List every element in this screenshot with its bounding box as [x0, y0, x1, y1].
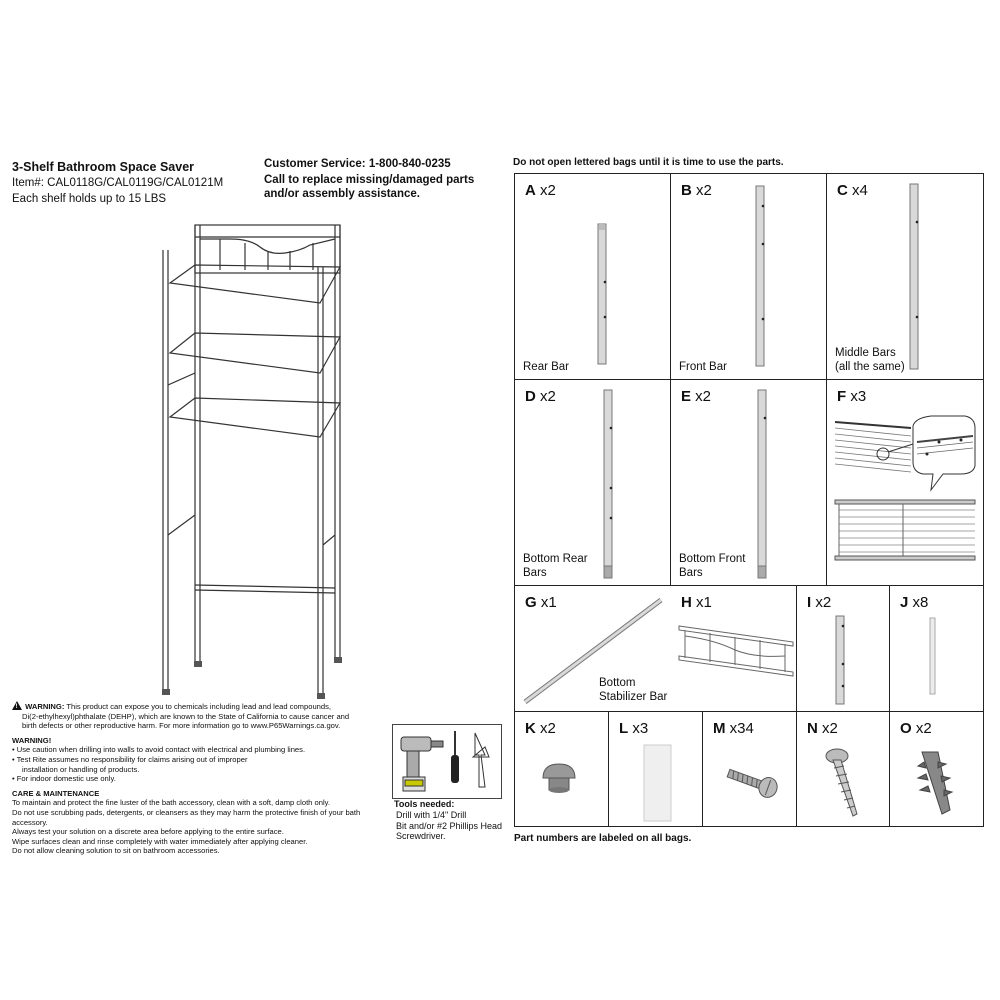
- part-letter: K: [525, 720, 536, 737]
- part-b-cell: [671, 174, 827, 380]
- part-qty: x2: [535, 388, 556, 405]
- part-b-label: [681, 182, 712, 199]
- care-line: Always test your solution on a discrete area before applying to the entire surface.: [12, 827, 284, 837]
- customer-service-note: Call to replace missing/damaged parts and/or assembly assistance.: [264, 174, 475, 200]
- part-caption: [523, 552, 588, 580]
- part-numbers-note: Part numbers are labeled on all bags.: [514, 833, 692, 844]
- part-letter: D: [525, 388, 536, 405]
- caption-line: Bars: [523, 567, 547, 579]
- assembled-shelf-illustration: [150, 205, 365, 700]
- caption-line: (all the same): [835, 361, 905, 373]
- part-j-cell: [890, 586, 983, 712]
- part-l-cell: [609, 712, 703, 826]
- part-letter: L: [619, 720, 629, 737]
- front-bar-icon: [753, 184, 767, 370]
- part-qty: x34: [725, 720, 754, 737]
- part-caption: [599, 676, 667, 704]
- part-h-label: [681, 594, 712, 611]
- warning-item: installation or handling of products.: [22, 764, 140, 774]
- end-cap-icon: [539, 762, 583, 798]
- part-o-label: [900, 720, 932, 737]
- warning-block: [12, 701, 390, 856]
- part-qty: x2: [535, 182, 556, 199]
- warning-item: • For indoor domestic use only.: [12, 774, 116, 784]
- wire-shelf-icon: [831, 414, 979, 584]
- part-a-label: [525, 182, 556, 199]
- part-caption: [835, 346, 905, 374]
- part-caption: [679, 552, 745, 580]
- part-qty: x1: [691, 594, 712, 611]
- part-qty: x2: [535, 720, 556, 737]
- caption-line: Bottom: [599, 677, 636, 689]
- part-qty: x2: [691, 182, 712, 199]
- part-i-label: [807, 594, 831, 611]
- screwdriver-icon: [451, 731, 459, 783]
- care-line: Wipe surfaces clean and rinse completely with water immediately after applying cleaner.: [12, 836, 308, 846]
- part-d-cell: [515, 380, 671, 586]
- part-letter: M: [713, 720, 726, 737]
- pad-icon: [643, 744, 673, 824]
- rear-bar-icon: [595, 222, 609, 368]
- part-letter: O: [900, 720, 912, 737]
- part-o-cell: [890, 712, 983, 826]
- tools-line: Bit and/or #2 Phillips Head: [396, 820, 503, 831]
- part-e-label: [681, 388, 711, 405]
- part-letter: A: [525, 182, 536, 199]
- part-c-label: [837, 182, 868, 199]
- short-bar-icon: [833, 614, 847, 708]
- part-m-cell: [703, 712, 797, 826]
- part-letter: F: [837, 388, 847, 405]
- bottom-rear-bar-icon: [601, 388, 615, 584]
- part-f-label: [837, 388, 866, 405]
- part-letter: B: [681, 182, 692, 199]
- part-i-cell: [797, 586, 890, 712]
- part-caption: Front Bar: [679, 361, 727, 373]
- care-line: Do not allow cleaning solution to sit on bathroom accessories.: [12, 846, 220, 856]
- part-qty: x4: [847, 182, 868, 199]
- part-qty: x3: [628, 720, 649, 737]
- part-caption: Rear Bar: [523, 361, 570, 373]
- middle-bar-icon: [907, 182, 921, 372]
- part-k-label: [525, 720, 556, 737]
- part-letter: E: [681, 388, 692, 405]
- tools-image-box: [392, 724, 502, 799]
- parts-grid: [514, 173, 984, 827]
- part-qty: x1: [536, 594, 557, 611]
- part-n-cell: [797, 712, 890, 826]
- caption-line: Bottom Rear: [523, 553, 588, 565]
- part-m-label: [713, 720, 754, 737]
- part-k-cell: [515, 712, 609, 826]
- part-qty: x3: [846, 388, 867, 405]
- caption-line: Bars: [679, 567, 703, 579]
- tools-line: Drill with 1/4" Drill: [396, 810, 467, 820]
- part-d-label: [525, 388, 556, 405]
- warning-text-3: birth defects or other reproductive harm. For more information go to www.P65Warnings.ca.gov.: [22, 721, 341, 731]
- part-n-label: [807, 720, 838, 737]
- tools-line: Screwdriver.: [396, 831, 446, 841]
- caption-line: Stabilizer Bar: [599, 691, 668, 703]
- part-qty: x8: [908, 594, 929, 611]
- caption-line: Bottom Front: [679, 553, 746, 565]
- care-title: CARE & MAINTENANCE: [12, 788, 100, 798]
- warning-text-2: Di(2-ethylhexyl)phthalate (DEHP), which are known to the State of California to cause cancer and: [22, 711, 350, 721]
- part-qty: x2: [691, 388, 712, 405]
- bottom-front-bar-icon: [755, 388, 769, 584]
- care-line: Do not use scrubbing pads, detergents, or cleansers as they may harm the protective finish of your bath accessory.: [12, 807, 361, 827]
- drill-icon: [401, 737, 443, 791]
- part-l-label: [619, 720, 648, 737]
- shelf-capacity: Each shelf holds up to 15 LBS: [12, 193, 167, 205]
- part-letter: C: [837, 182, 848, 199]
- part-qty: x2: [811, 594, 832, 611]
- part-e-cell: [671, 380, 827, 586]
- warning-label: WARNING:: [25, 702, 65, 711]
- part-letter: N: [807, 720, 818, 737]
- care-line: To maintain and protect the fine luster of the bath accessory, clean with a soft, damp cloth only.: [12, 798, 330, 808]
- part-f-cell: [827, 380, 983, 586]
- part-h-cell: [671, 586, 797, 712]
- warning-item: • Use caution when drilling into walls to avoid contact with electrical and plumbing lines.: [12, 745, 306, 755]
- product-title: 3-Shelf Bathroom Space Saver: [12, 160, 195, 174]
- drill-bit-icon: [473, 733, 489, 787]
- part-qty: x2: [817, 720, 838, 737]
- tools-description: [396, 810, 516, 842]
- connector-pin-icon: [928, 616, 938, 698]
- part-letter: J: [900, 594, 909, 611]
- part-qty: x2: [911, 720, 932, 737]
- part-j-label: [900, 594, 928, 611]
- item-numbers: Item#: CAL0118G/CAL0119G/CAL0121M: [12, 177, 224, 189]
- warning-text: This product can expose you to chemicals including lead and lead compounds,: [66, 702, 332, 711]
- warning-triangle-icon: !: [12, 701, 22, 710]
- machine-screw-icon: [723, 764, 785, 800]
- tools-label: Tools needed:: [394, 799, 455, 809]
- part-letter: G: [525, 594, 537, 611]
- warning-title: WARNING!: [12, 735, 52, 745]
- caption-line: Middle Bars: [835, 347, 896, 359]
- part-c-cell: [827, 174, 983, 380]
- top-rail-icon: [675, 616, 795, 706]
- wall-anchor-icon: [914, 748, 958, 818]
- wood-screw-icon: [823, 746, 867, 822]
- bags-note: Do not open lettered bags until it is time to use the parts.: [513, 157, 784, 168]
- part-letter: H: [681, 594, 692, 611]
- customer-service-phone: Customer Service: 1-800-840-0235: [264, 158, 451, 170]
- part-a-cell: [515, 174, 671, 380]
- part-letter: I: [807, 594, 812, 611]
- warning-item: • Test Rite assumes no responsibility for claims arising out of improper: [12, 754, 248, 764]
